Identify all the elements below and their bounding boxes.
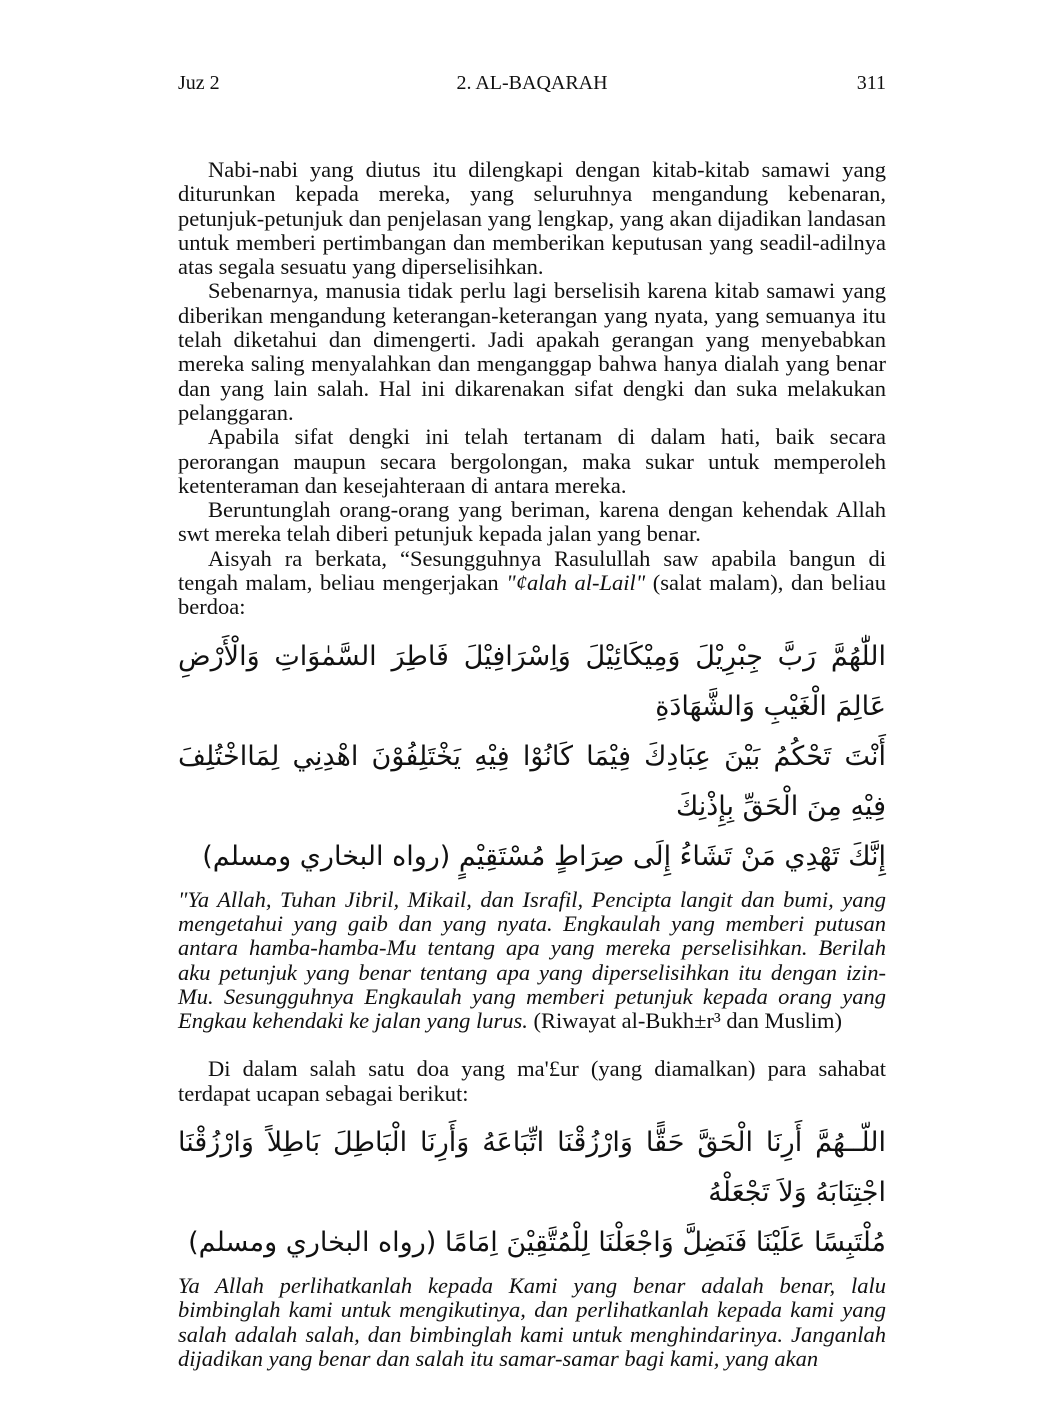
page-number: 311 xyxy=(856,72,886,94)
paragraph-2: Sebenarnya, manusia tidak perlu lagi berselisih karena kitab samawi yang diberikan mengandung keterangan-keterangan yang nyata, yang semuanya itu telah diketahui dan dimengerti. Jadi apakah gerangan yang menyebabkan mereka saling menyalahkan dan menganggap bahwa hanya dialah yang benar dan yang lain salah. Hal ini dikarenakan sifat dengki dan suka melakukan pelanggaran. xyxy=(178,278,886,425)
paragraph-5 xyxy=(178,547,886,620)
arabic-prayer-2 xyxy=(178,1118,886,1268)
translation-1-text: "Ya Allah, Tuhan Jibril, Mikail, dan Israfil, Pencipta langit dan bumi, yang mengetahui yang gaib dan yang nyata. Engkaulah yang memberi putusan antara hamba-hamba-Mu tentang apa yang mereka perselisihkan. Berilah aku petunjuk yang benar tentang apa yang diperselisihkan itu dengan izin-Mu. Sesungguhnya Engkaulah yang memberi petunjuk kepada orang yang Engkau kehendaki ke jalan yang lurus. xyxy=(178,886,886,1034)
surah-title: 2. AL-BAQARAH xyxy=(456,72,608,94)
paragraph-5-text: Aisyah ra berkata, “Sesungguhnya Rasulullah saw apabila bangun di tengah malam, beliau mengerjakan xyxy=(178,545,886,596)
arabic-prayer-2-line: اللّــهُمَّ أَرِنَا الْحَقَّ حَقًّا وَارْزُقْنَا اتِّبَاعَهُ وَأَرِنَا الْبَاطِلَ بَاطِلاً وَارْزُقْنَا اجْتِنَابَهُ وَلاَ تَجْعَلْهُ xyxy=(178,1127,886,1209)
paragraph-3: Apabila sifat dengki ini telah tertanam di dalam hati, baik secara perorangan maupun secara bergolongan, maka sukar untuk memperoleh ketenteraman dan kesejahteraan di antara mereka. xyxy=(178,424,886,498)
arabic-prayer-1-line: أَنْتَ تَحْكُمُ بَيْنَ عِبَادِكَ فِيْمَا كَانُوْا فِيْهِ يَخْتَلِفُوْنَ اهْدِنِي لِمَااخْتُلِفَ فِيْهِ مِنَ الْحَقِّ بِإِذْنِكَ xyxy=(178,740,886,822)
translation-1-source: (Riwayat al-Bukh±r³ dan Muslim) xyxy=(527,1008,842,1034)
page-body xyxy=(178,158,886,1371)
paragraph-1: Nabi-nabi yang diutus itu dilengkapi dengan kitab-kitab samawi yang diturunkan kepada mereka, yang seluruhnya mengandung kebenaran, petunjuk-petunjuk dan penjelasan yang lengkap, yang akan dijadikan landasan untuk memberi pertimbangan dan memberikan keputusan yang seadil-adilnya atas segala sesuatu yang diperselisihkan. xyxy=(178,157,886,280)
translation-2: Ya Allah perlihatkanlah kepada Kami yang benar adalah benar, lalu bimbinglah kami untuk mengikutinya, dan perlihatkanlah kepada kami yang salah adalah salah, dan bimbinglah kami untuk menghindarinya. Janganlah dijadikan yang benar dan salah itu samar-samar bagi kami, yang akan xyxy=(178,1273,886,1371)
arabic-prayer-1 xyxy=(178,632,886,882)
arabic-prayer-2-line: مُلْتَبِسًا عَلَيْنَا فَنَضِلَّ وَاجْعَلْنَا لِلْمُتَّقِيْنَ اِمَامًا (رواه البخاري ومسلم) xyxy=(188,1227,886,1259)
paragraph-5-text-end: (salat malam), dan beliau berdoa: xyxy=(178,570,886,620)
arabic-prayer-1-line: اللّٰهُمَّ رَبَّ جِبْرِيْلَ وَمِيْكَائِيْلَ وَاِسْرَافِيْلَ فَاطِرَ السَّمٰوَاتِ وَالْأَرْضِ عَالِمَ الْغَيْبِ وَالشَّهَادَةِ xyxy=(178,640,886,722)
salah-al-lail-term: "¢alah al-Lail" xyxy=(506,570,646,596)
paragraph-6: Di dalam salah satu doa yang ma'£ur (yang diamalkan) para sahabat terdapat ucapan sebagai berikut: xyxy=(178,1056,886,1106)
paragraph-4: Beruntunglah orang-orang yang beriman, karena dengan kehendak Allah swt mereka telah diberi petunjuk kepada jalan yang benar. xyxy=(178,497,886,547)
arabic-prayer-1-line: إِنَّكَ تَهْدِي مَنْ تَشَاءُ إِلَى صِرَاطٍ مُسْتَقِيْمٍ (رواه البخاري ومسلم) xyxy=(202,840,886,872)
translation-1 xyxy=(178,888,886,1034)
juz-label: Juz 2 xyxy=(178,72,220,94)
page-header xyxy=(178,72,886,102)
